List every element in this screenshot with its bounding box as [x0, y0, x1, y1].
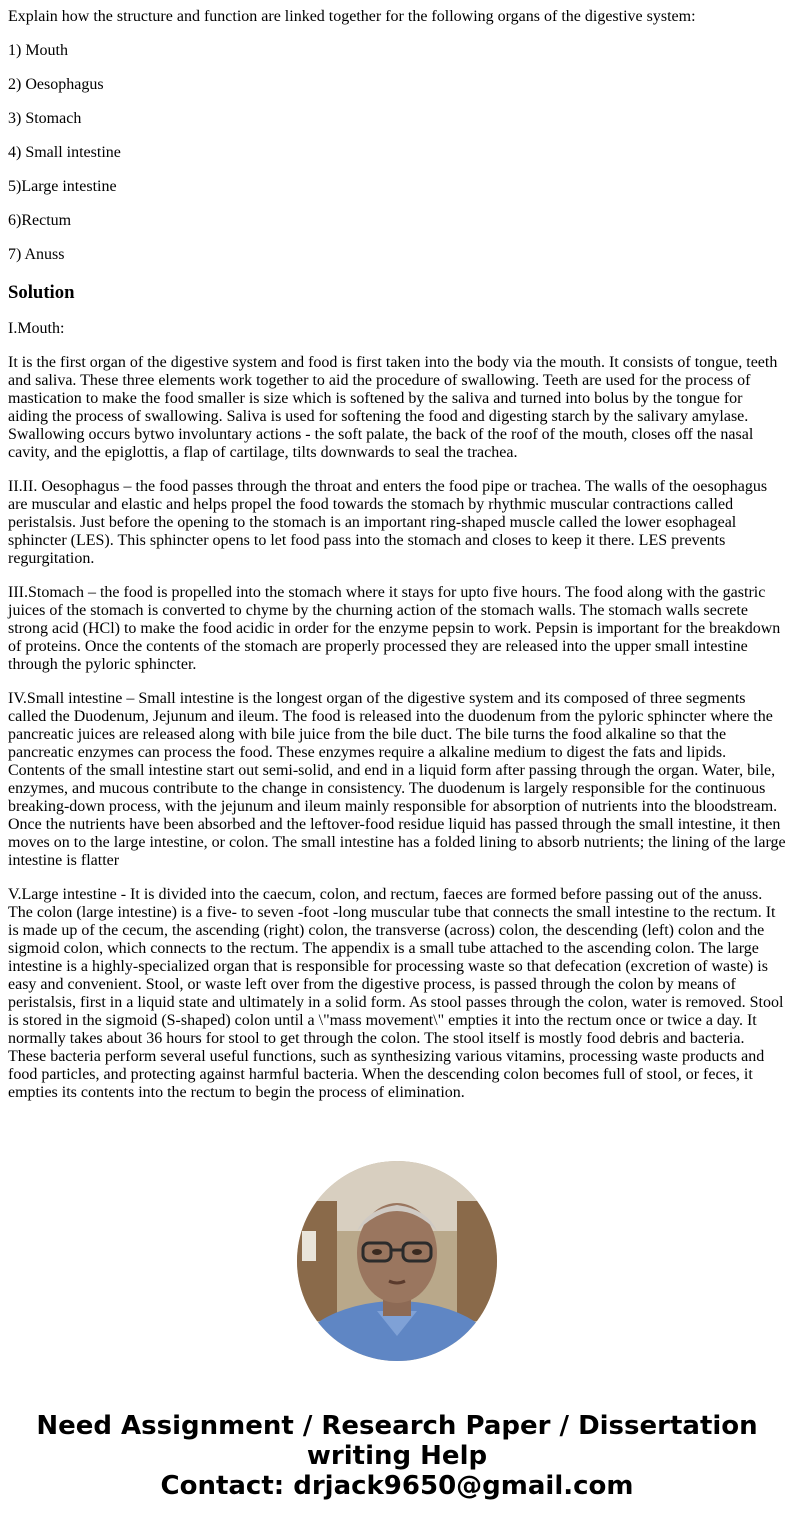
question-item-anus: 7) Anuss — [8, 246, 65, 263]
question-item-rectum: 6)Rectum — [8, 212, 72, 229]
promo-line-2: writing Help — [306, 1441, 488, 1471]
author-avatar — [297, 1161, 497, 1361]
question-item-stomach: 3) Stomach — [8, 110, 82, 127]
mouth-paragraph: It is the first organ of the digestive system and food is first taken into the body via the mouth. It consists of tongue, teeth and saliva. These three elements work together to aid the procedure of swallowing. Teeth are used for the process of mastication to make the food smaller is size which is softened by the saliva and turned into bolus by the tongue for aiding the process of swallowing. Saliva is used for softening the food and digesting starch by the salivary amylase. Swallowing occurs bytwo involuntary actions - the soft palate, the back of the roof of the mouth, closes off the nasal cavity, and the epiglottis, a flap of cartilage, tilts downwards to seal the trachea. — [8, 354, 778, 461]
promo-banner — [0, 1411, 794, 1501]
large-intestine-paragraph: V.Large intestine - It is divided into the caecum, colon, and rectum, faeces are formed before passing out of the anuss. The colon (large intestine) is a five- to seven -foot -long muscular tube that connects the small intestine to the rectum. It is made up of the cecum, the ascending (right) colon, the transverse (across) colon, the descending (left) colon and the sigmoid colon, which connects to the rectum. The appendix is a small tube attached to the ascending colon. The large intestine is a highly-specialized organ that is responsible for processing waste so that defecation (excretion of waste) is easy and convenient. Stool, or waste left over from the digestive process, is passed through the colon by means of peristalsis, first in a liquid state and ultimately in a solid form. As stool passes through the colon, water is removed. Stool is stored in the sigmoid (S-shaped) colon until a \"mass movement\" empties it into the rectum once or twice a day. It normally takes about 36 hours for stool to get through the colon. The stool itself is mostly food debris and bacteria. These bacteria perform several useful functions, such as synthesizing various vitamins, processing waste products and food particles, and protecting against harmful bacteria. When the descending colon becomes full of stool, or feces, it empties its contents into the rectum to begin the process of elimination. — [8, 886, 784, 1101]
stomach-paragraph: III.Stomach – the food is propelled into the stomach where it stays for upto five hours. The food along with the gastric juices of the stomach is converted to chyme by the churning action of the stomach walls. The stomach walls secrete strong acid (HCl) to make the food acidic in order for the enzyme pepsin to work. Pepsin is important for the breakdown of proteins. Once the contents of the stomach are properly processed they are released into the upper small intestine through the pyloric sphincter. — [8, 584, 781, 673]
oesophagus-paragraph: II.II. Oesophagus – the food passes through the throat and enters the food pipe or trachea. The walls of the oesophagus are muscular and elastic and helps propel the food towards the stomach by rhythmic muscular contractions called peristalsis. Just before the opening to the stomach is an important ring-shaped muscle called the lower esophageal sphincter (LES). This sphincter opens to let food pass into the stomach and closes to keep it there. LES prevents regurgitation. — [8, 478, 768, 567]
question-item-mouth: 1) Mouth — [8, 42, 68, 59]
document-body — [0, 8, 794, 1102]
question-prompt: Explain how the structure and function are linked together for the following organs of the digestive system: — [8, 8, 696, 25]
question-item-small-intestine: 4) Small intestine — [8, 144, 121, 161]
question-item-oesophagus: 2) Oesophagus — [8, 76, 104, 93]
solution-heading: Solution — [8, 282, 75, 303]
question-item-large-intestine: 5)Large intestine — [8, 178, 117, 195]
mouth-title: I.Mouth: — [8, 320, 65, 337]
author-portrait-image — [297, 1161, 497, 1361]
promo-line-1: Need Assignment / Research Paper / Dissertation — [36, 1411, 758, 1441]
promo-contact: Contact: drjack9650@gmail.com — [160, 1471, 634, 1501]
small-intestine-paragraph: IV.Small intestine – Small intestine is the longest organ of the digestive system and its composed of three segments called the Duodenum, Jejunum and ileum. The food is released into the duodenum from the pyloric sphincter where the pancreatic juices are released along with bile juice from the bile duct. The bile turns the food alkaline so that the pancreatic enzymes can process the food. These enzymes require a alkaline medium to digest the fats and lipids. Contents of the small intestine start out semi-solid, and end in a liquid form after passing through the organ. Water, bile, enzymes, and mucous contribute to the change in consistency. The duodenum is largely responsible for the continuous breaking-down process, with the jejunum and ileum mainly responsible for absorption of nutrients into the bloodstream. Once the nutrients have been absorbed and the leftover-food residue liquid has passed through the small intestine, it then moves on to the large intestine, or colon. The small intestine has a folded lining to absorb nutrients; the lining of the large intestine is flatter — [8, 690, 786, 869]
